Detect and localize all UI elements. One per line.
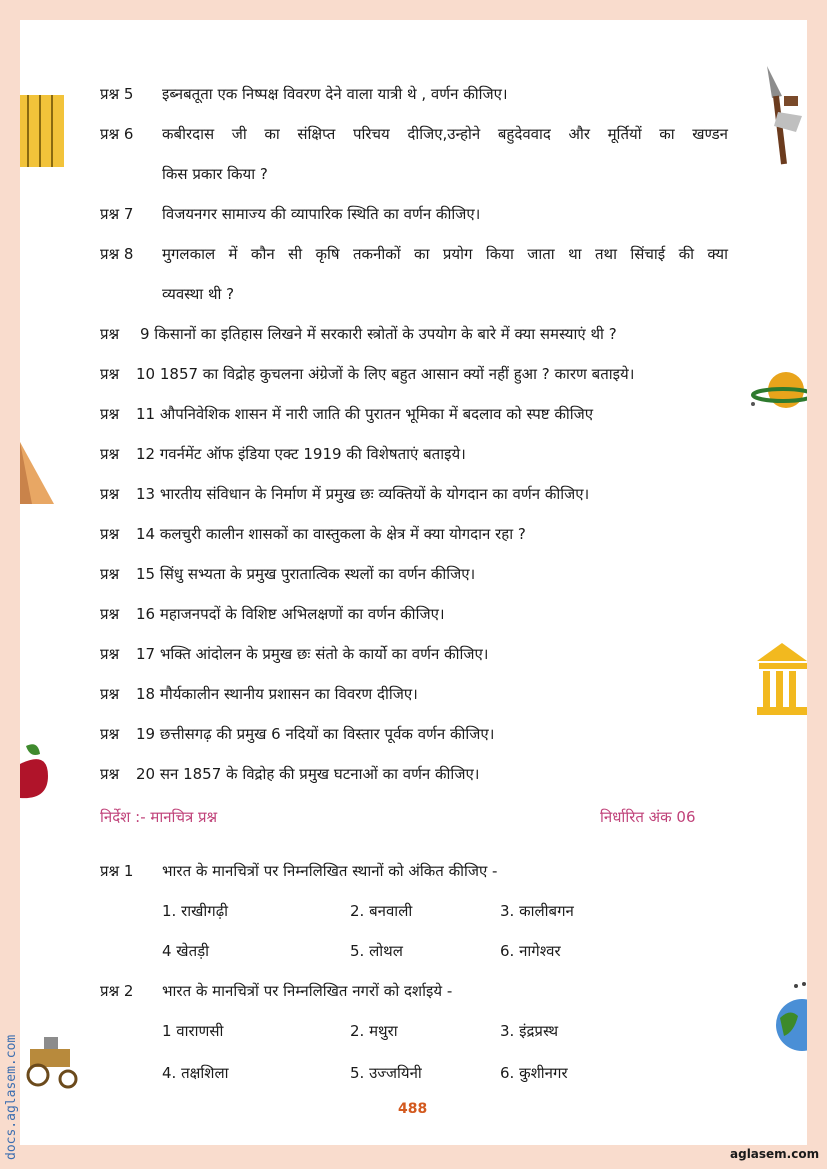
- spear-icon: [762, 66, 807, 166]
- question-label: प्रश्न 6: [100, 125, 134, 143]
- map-option: 5. लोथल: [350, 942, 403, 960]
- planet-icon: [748, 368, 807, 418]
- pyramid-icon: [20, 442, 54, 504]
- question-15: [100, 564, 475, 584]
- question-text: 9 किसानों का इतिहास लिखने में सरकारी स्त्रोतों के उपयोग के बारे में क्या समस्याएं थी ?: [140, 325, 617, 343]
- question-17: [100, 644, 488, 664]
- marks-allotted: निर्धारित अंक 06: [600, 808, 696, 826]
- question-20: [100, 764, 479, 784]
- question-19: [100, 724, 494, 744]
- apple-icon: [20, 740, 50, 802]
- question-text: 10 1857 का विद्रोह कुचलना अंग्रेजों के लिए बहुत आसान क्यों नहीं हुआ ? कारण बताइये।: [136, 365, 635, 383]
- map-option: 1 वाराणसी: [162, 1022, 224, 1040]
- question-text: 17 भक्ति आंदोलन के प्रमुख छः संतो के कार्यो का वर्णन कीजिए।: [136, 645, 489, 663]
- map-option: 1. राखीगढ़ी: [162, 902, 229, 920]
- question-text: भारत के मानचित्रों पर निम्नलिखित स्थानों को अंकित कीजिए -: [162, 862, 498, 880]
- question-text: 11 औपनिवेशिक शासन में नारी जाति की पुरातन भूमिका में बदलाव को स्पष्ट कीजिए: [136, 405, 594, 423]
- question-text: 18 मौर्यकालीन स्थानीय प्रशासन का विवरण दीजिए।: [136, 685, 418, 703]
- site-name: aglasem.com: [730, 1147, 820, 1161]
- question-label: प्रश्न 2: [100, 982, 134, 1000]
- question-text: मुगलकाल में कौन सी कृषि तकनीकों का प्रयोग किया जाता था तथा सिंचाई की क्या: [162, 245, 728, 263]
- question-6: [100, 124, 728, 144]
- question-text: विजयनगर सामाज्य की व्यापारिक स्थिति का वर्णन कीजिए।: [162, 205, 481, 223]
- question-6-continued: किस प्रकार किया ?: [162, 165, 268, 183]
- map-option: 4 खेतड़ी: [162, 942, 210, 960]
- question-text: इब्नबतूता एक निष्पक्ष विवरण देने वाला यात्री थे , वर्णन कीजिए।: [162, 85, 508, 103]
- question-label: प्रश्न 8: [100, 245, 134, 263]
- question-10: [100, 364, 634, 384]
- map-option: 4. तक्षशिला: [162, 1064, 229, 1082]
- question-label: प्रश्न: [100, 445, 120, 463]
- question-18: [100, 684, 418, 704]
- question-label: प्रश्न: [100, 725, 120, 743]
- question-label: प्रश्न: [100, 685, 120, 703]
- cart-icon: [22, 1035, 80, 1091]
- question-text: 20 सन 1857 के विद्रोह की प्रमुख घटनाओं का वर्णन कीजिए।: [136, 765, 480, 783]
- question-label: प्रश्न: [100, 325, 120, 343]
- question-label: प्रश्न: [100, 405, 120, 423]
- question-13: [100, 484, 589, 504]
- question-label: प्रश्न: [100, 565, 120, 583]
- question-label: प्रश्न: [100, 605, 120, 623]
- question-7: [100, 204, 480, 224]
- map-option: 2. मथुरा: [350, 1022, 398, 1040]
- map-instruction: निर्देश :- मानचित्र प्रश्न: [100, 808, 218, 826]
- question-5: [100, 84, 508, 104]
- question-text: 12 गवर्नमेंट ऑफ इंडिया एक्ट 1919 की विशेषताएं बताइये।: [136, 445, 466, 463]
- map-option: 3. इंद्रप्रस्थ: [500, 1022, 559, 1040]
- question-label: प्रश्न 5: [100, 85, 134, 103]
- temple-icon: [757, 643, 807, 717]
- question-label: प्रश्न: [100, 525, 120, 543]
- question-label: प्रश्न: [100, 485, 120, 503]
- question-text: 14 कलचुरी कालीन शासकों का वास्तुकला के क्षेत्र में क्या योगदान रहा ?: [136, 525, 526, 543]
- map-option: 2. बनवाली: [350, 902, 413, 920]
- question-text: 16 महाजनपदों के विशिष्ट अभिलक्षणों का वर्णन कीजिए।: [136, 605, 445, 623]
- ruler-icon: [20, 95, 64, 167]
- question-label: प्रश्न: [100, 365, 120, 383]
- question-text: भारत के मानचित्रों पर निम्नलिखित नगरों को दर्शाइये -: [162, 982, 453, 1000]
- question-14: [100, 524, 526, 544]
- map-option: 5. उज्जयिनी: [350, 1064, 422, 1082]
- vertical-watermark: docs.aglasem.com: [4, 1034, 19, 1160]
- question-8-continued: व्यवस्था थी ?: [162, 285, 235, 303]
- map-question-2: [100, 981, 452, 1001]
- question-label: प्रश्न 1: [100, 862, 134, 880]
- map-option: 6. कुशीनगर: [500, 1064, 568, 1082]
- map-option: 3. कालीबगन: [500, 902, 574, 920]
- question-9: [100, 324, 617, 344]
- question-12: [100, 444, 466, 464]
- question-8: [100, 244, 728, 264]
- question-label: प्रश्न 7: [100, 205, 134, 223]
- question-label: प्रश्न: [100, 765, 120, 783]
- question-11: [100, 404, 593, 424]
- question-text: 13 भारतीय संविधान के निर्माण में प्रमुख छः व्यक्तियों के योगदान का वर्णन कीजिए।: [136, 485, 590, 503]
- globe-icon: [772, 980, 807, 1052]
- map-question-1: [100, 861, 497, 881]
- page-number: 488: [398, 1101, 428, 1117]
- question-text: 19 छत्तीसगढ़ की प्रमुख 6 नदियों का विस्तार पूर्वक वर्णन कीजिए।: [136, 725, 495, 743]
- question-text: 15 सिंधु सभ्यता के प्रमुख पुरातात्विक स्थलों का वर्णन कीजिए।: [136, 565, 476, 583]
- map-option: 6. नागेश्वर: [500, 942, 561, 960]
- question-label: प्रश्न: [100, 645, 120, 663]
- question-text: कबीरदास जी का संक्षिप्त परिचय दीजिए,उन्होने बहुदेववाद और मूर्तियों का खण्डन: [162, 125, 728, 143]
- question-16: [100, 604, 445, 624]
